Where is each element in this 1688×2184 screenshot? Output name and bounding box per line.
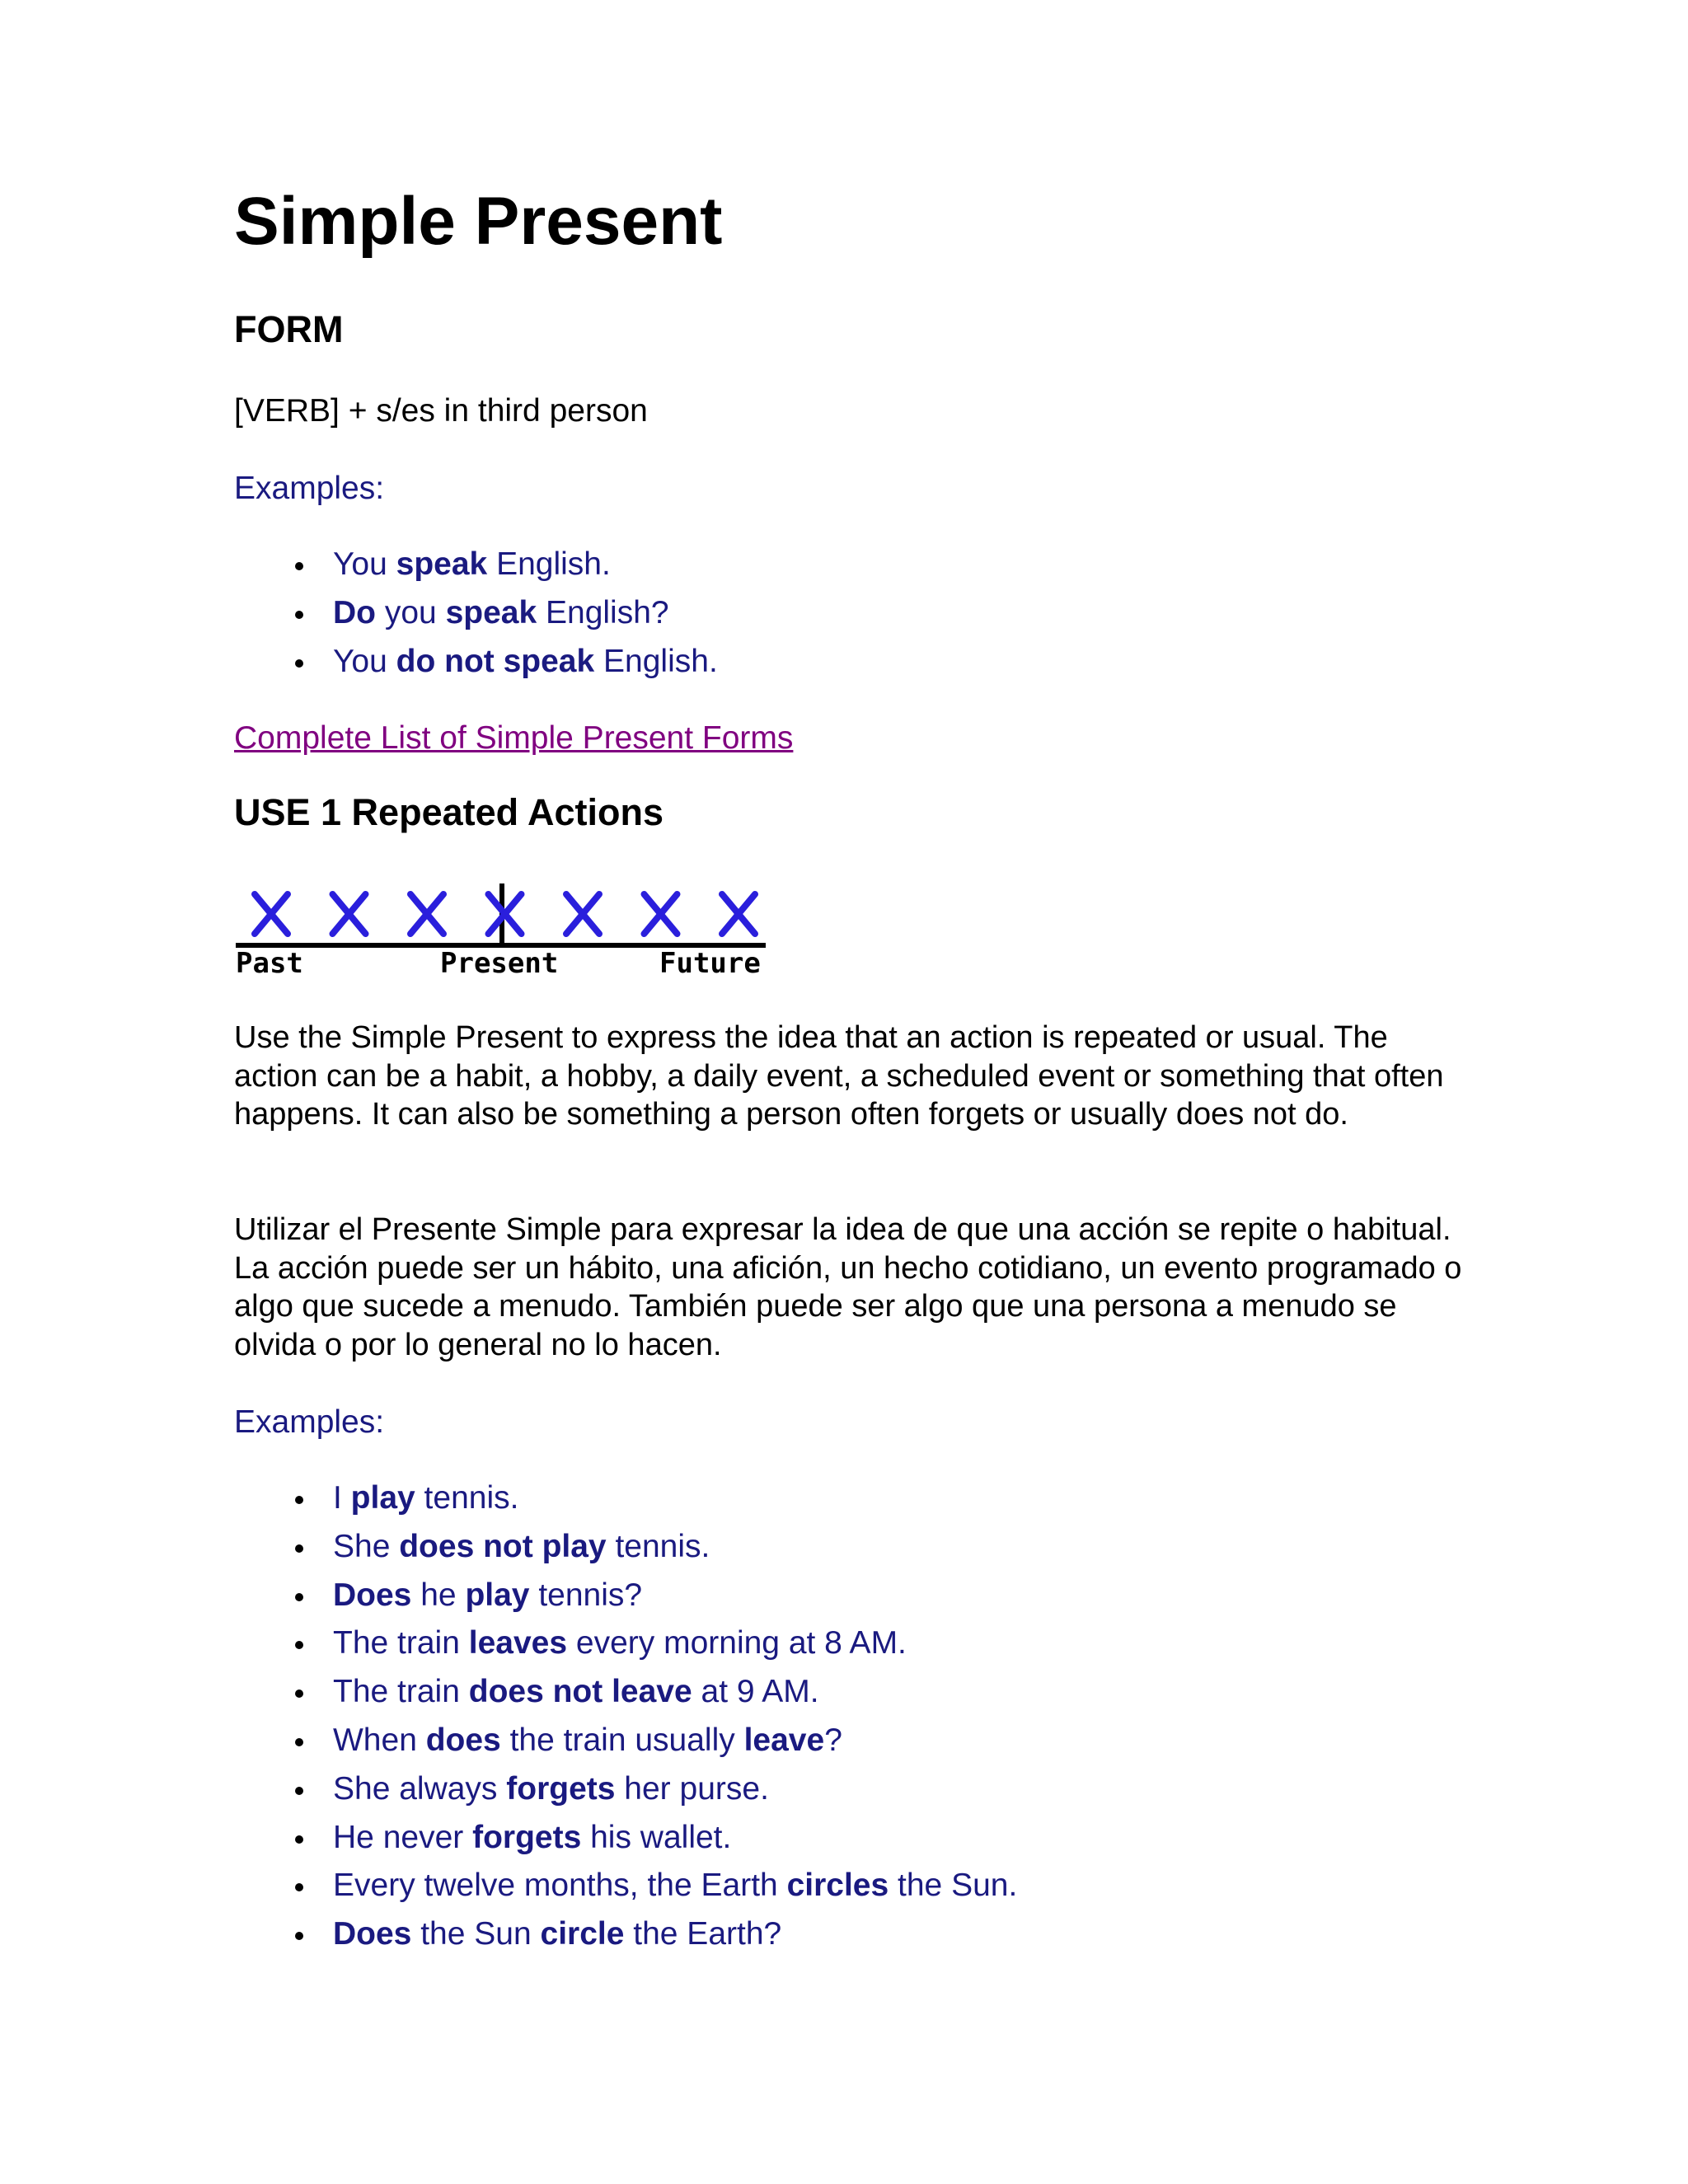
example-text: the Sun <box>411 1916 541 1952</box>
example-verb: circle <box>540 1916 625 1952</box>
example-text: his wallet. <box>581 1819 732 1855</box>
timeline-x-mark <box>645 894 678 934</box>
use1-paragraph-english: Use the Simple Present to express the idea that an action is repeated or usual. The action can be a habit, a hobby, a daily event, a scheduled event or something that often happens. It can also be something a person often forgets or usually does not do. <box>234 1020 1444 1132</box>
use1-paragraph-spanish: Utilizar el Presente Simple para expresar la idea de que una acción se repite o habitual. La acción puede ser un hábito, una afición, un hecho cotidiano, un evento programado o algo que sucede a menudo. También puede ser algo que una persona a menudo se olvida o por lo general no lo hacen. <box>234 1212 1462 1362</box>
example-text: English. <box>594 644 718 679</box>
timeline-x-mark <box>333 894 366 934</box>
example-text: tennis? <box>529 1577 643 1613</box>
timeline-label-past: Past <box>236 947 303 980</box>
example-verb: does <box>425 1722 501 1758</box>
example-verb: speak <box>396 546 488 582</box>
example-text: You <box>333 644 396 679</box>
example-item <box>234 645 718 694</box>
example-verb: does not leave <box>468 1674 692 1710</box>
example-item <box>234 1482 1017 1530</box>
timeline-x-mark <box>255 894 288 934</box>
example-item <box>234 597 718 645</box>
example-item <box>234 1869 1017 1918</box>
timeline-label-present: Present <box>440 947 559 980</box>
example-item <box>234 1724 1017 1773</box>
example-text: The train <box>333 1625 469 1661</box>
form-formula: [VERB] + s/es in third person <box>234 393 648 429</box>
example-item <box>234 1627 1017 1675</box>
form-heading: FORM <box>234 308 344 350</box>
timeline-marks <box>255 894 755 934</box>
example-text: her purse. <box>615 1770 769 1807</box>
example-item <box>234 1770 1017 1821</box>
example-text: I <box>333 1480 351 1516</box>
example-verb: Does <box>333 1577 412 1613</box>
example-text: English? <box>537 595 669 630</box>
example-verb: play <box>465 1577 530 1613</box>
example-text: English. <box>487 546 611 582</box>
example-verb: forgets <box>472 1819 582 1855</box>
example-item <box>234 1579 1017 1628</box>
example-verb: leaves <box>468 1625 568 1661</box>
timeline-label-future: Future <box>659 947 761 980</box>
example-text: the Earth? <box>624 1916 782 1952</box>
example-text: you <box>376 595 446 630</box>
example-text: She always <box>333 1770 507 1807</box>
example-verb: speak <box>445 595 537 630</box>
timeline-x-mark <box>410 894 443 934</box>
example-text: every morning at 8 AM. <box>567 1625 907 1661</box>
complete-list-link[interactable]: Complete List of Simple Present Forms <box>234 720 794 756</box>
example-item <box>234 1918 1017 1966</box>
example-text: the train usually <box>500 1722 744 1758</box>
example-item <box>234 548 718 597</box>
example-verb: forgets <box>506 1770 616 1807</box>
example-text: He never <box>333 1819 473 1855</box>
use1-heading: USE 1 Repeated Actions <box>234 791 663 833</box>
timeline-diagram <box>234 882 778 981</box>
example-text: he <box>411 1577 466 1613</box>
example-text: She <box>333 1528 400 1564</box>
timeline-x-mark <box>722 894 755 934</box>
timeline-x-mark <box>566 894 599 934</box>
example-item <box>234 1821 1017 1870</box>
example-text: the Sun. <box>889 1868 1018 1904</box>
form-examples-list <box>234 548 718 694</box>
example-text: ? <box>824 1722 842 1758</box>
example-item <box>234 1675 1017 1724</box>
example-verb: leave <box>743 1722 825 1758</box>
example-verb: play <box>350 1480 415 1516</box>
example-verb: Does <box>333 1916 412 1952</box>
example-text: You <box>333 546 396 582</box>
example-item <box>234 1530 1017 1579</box>
example-text: tennis. <box>606 1528 710 1564</box>
example-text: tennis. <box>415 1480 519 1516</box>
timeline-x-mark <box>489 894 522 934</box>
example-text: Every twelve months, the Earth <box>333 1868 787 1904</box>
page-title: Simple Present <box>234 184 723 259</box>
form-examples-label: Examples: <box>234 471 385 506</box>
example-verb: does not play <box>399 1528 607 1564</box>
example-text: When <box>333 1722 426 1758</box>
use1-examples-list <box>234 1482 1017 1966</box>
example-verb: circles <box>786 1868 889 1904</box>
use1-examples-label: Examples: <box>234 1404 385 1440</box>
example-text: at 9 AM. <box>692 1674 819 1710</box>
example-verb: Do <box>333 595 376 630</box>
example-text: The train <box>333 1674 469 1710</box>
example-verb: do not speak <box>396 644 595 679</box>
